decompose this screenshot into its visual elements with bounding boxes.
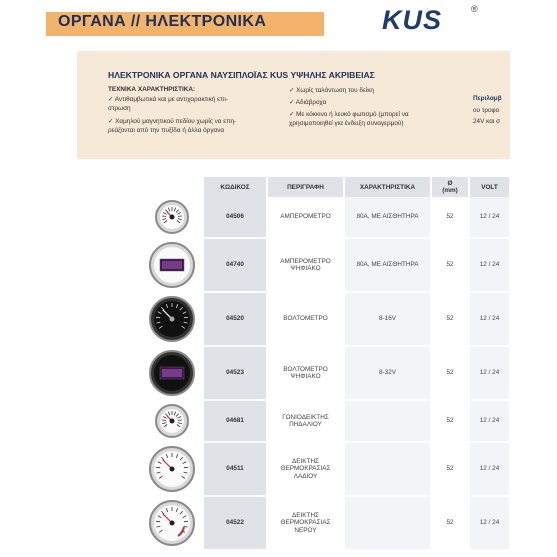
code-cell: 04523 [204, 347, 266, 399]
gauge-image [140, 497, 204, 549]
tech-label: ΤΕΧΝΙΚΑ ΧΑΡΑΚΤΗΡΙΣΤΙΚΑ: [108, 86, 196, 93]
features-cell: 8-16V [345, 293, 430, 345]
description-cell: ΒΟΛΤΟΜΕΤΡΟ [268, 293, 343, 345]
description-cell: ΔΕΙΚΤΗΣ ΘΕΡΜΟΚΡΑΣΙΑΣ ΛΑΔΙΟΥ [268, 443, 343, 495]
features-cell: 80A, ΜΕ ΑΙΣΘΗΤΗΡΑ [345, 239, 430, 291]
diameter-cell: 52 [432, 401, 468, 441]
diameter-cell: 52 [432, 293, 468, 345]
volt-cell: 12 / 24 [470, 443, 509, 495]
side-line-2: 24V και σ [473, 118, 501, 125]
bullet-antiglare: ✓ Αντιθαμβωτικά και με αντιχαρακτική επι- στρωση [108, 96, 228, 112]
code-cell: 04681 [204, 401, 266, 441]
code-cell: 04506 [204, 197, 266, 237]
gauge-image [140, 443, 204, 495]
code-cell: 04740 [204, 239, 266, 291]
header-description: ΠΕΡΙΓΡΑΦΗ [268, 177, 343, 197]
bullet-lighting: ✓ Με κόκκινο ή λευκό φωτισμό (μπορεί να χρησιμοποιηθεί για ένδειξη συναγερμού) [289, 111, 409, 127]
features-cell: 8-32V [345, 347, 430, 399]
description-cell: ΒΟΛΤΟΜΕΤΡΟ ΨΗΦΙΑΚΟ [268, 347, 343, 399]
volt-cell: 12 / 24 [470, 347, 509, 399]
bullet-magnetic: ✓ Χαμηλού μαγνητικού πεδίου χωρίς να επη- ρεάζονται από την πυξίδα ή άλλα όργανα [108, 118, 237, 134]
code-cell: 04522 [204, 497, 266, 549]
diameter-cell: 52 [432, 497, 468, 549]
features-cell [345, 443, 430, 495]
volt-cell: 12 / 24 [470, 197, 509, 237]
registered-mark: ® [471, 4, 478, 14]
features-cell: 80A, ΜΕ ΑΙΣΘΗΤΗΡΑ [345, 197, 430, 237]
volt-cell: 12 / 24 [470, 497, 509, 549]
page-title: ΟΡΓΑΝΑ // ΗΛΕΚΤΡΟΝΙΚΑ [58, 13, 267, 30]
header-diameter: Ø (mm) [432, 177, 468, 197]
volt-cell: 12 / 24 [470, 293, 509, 345]
gauge-image [140, 197, 204, 237]
description-cell: ΔΕΙΚΤΗΣ ΘΕΡΜΟΚΡΑΣΙΑΣ ΝΕΡΟΥ [268, 497, 343, 549]
volt-cell: 12 / 24 [470, 239, 509, 291]
gauge-image [140, 401, 204, 441]
bullet-no-oscillation: ✓ Χωρίς ταλάντωση του δείκη [289, 87, 374, 94]
gauge-image [140, 293, 204, 345]
code-cell: 04520 [204, 293, 266, 345]
gauge-image [140, 347, 204, 399]
side-title: Περιλαμβ [473, 95, 502, 102]
description-cell: ΑΜΠΕΡΟΜΕΤΡΟ ΨΗΦΙΑΚΟ [268, 239, 343, 291]
header-volt: VOLT [470, 177, 509, 197]
info-title: ΗΛΕΚΤΡΟΝΙΚΑ ΟΡΓΑΝΑ ΝΑΥΣΙΠΛΟΪΑΣ KUS ΥΨΗΛΗΣ ΑΚΡΙΒΕΙΑΣ [108, 70, 375, 80]
diameter-cell: 52 [432, 197, 468, 237]
side-line-1: ου τροφο [473, 107, 500, 114]
kus-logo: KUS [382, 5, 443, 35]
bullet-waterproof: ✓ Αδιάβροχα [289, 99, 327, 106]
features-cell [345, 497, 430, 549]
header-code: ΚΩΔΙΚΟΣ [204, 177, 266, 197]
volt-cell: 12 / 24 [470, 401, 509, 441]
description-cell: ΓΩΝΙΟΔΕΙΚΤΗΣ ΠΗΔΑΛΙΟΥ [268, 401, 343, 441]
features-cell [345, 401, 430, 441]
diameter-cell: 52 [432, 347, 468, 399]
gauge-image [140, 239, 204, 291]
diameter-cell: 52 [432, 443, 468, 495]
description-cell: ΑΜΠΕΡΟΜΕΤΡΟ [268, 197, 343, 237]
header-features: ΧΑΡΑΚΤΗΡΙΣΤΙΚΑ [345, 177, 430, 197]
code-cell: 04511 [204, 443, 266, 495]
diameter-cell: 52 [432, 239, 468, 291]
